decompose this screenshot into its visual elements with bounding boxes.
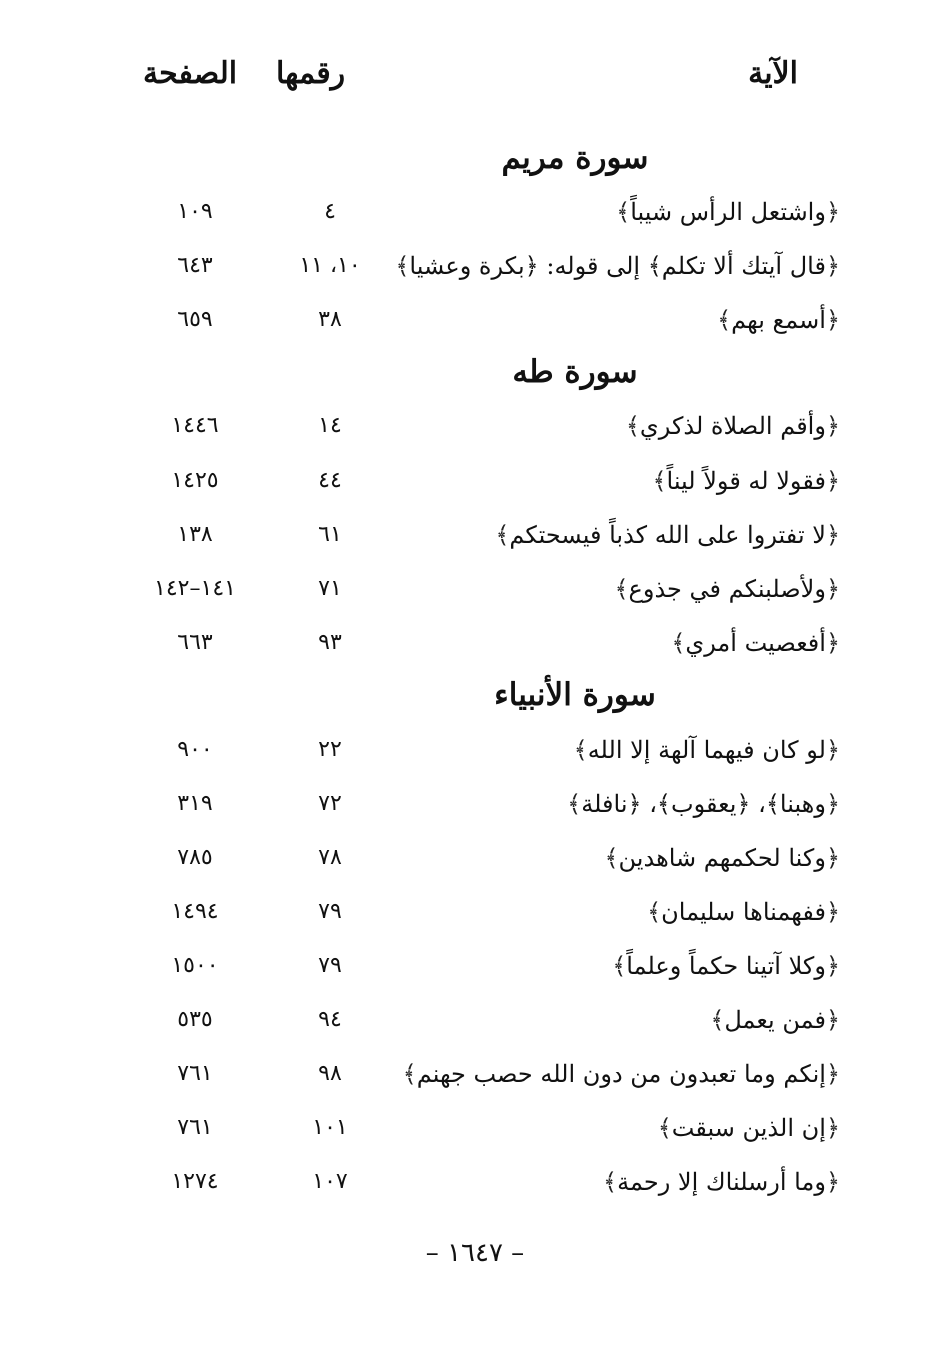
ayah-number: ١٠، ١١ bbox=[299, 253, 361, 278]
page-reference: ١٤٩٤ bbox=[171, 899, 219, 924]
table-row bbox=[0, 1054, 950, 1094]
surah-title-taha: سورة طه bbox=[512, 354, 638, 390]
ayah-text: ﴿قال آيتك ألا تكلم﴾ إلى قوله: ﴿بكرة وعشيا﴾ bbox=[395, 252, 840, 280]
ayah-number: ٩٨ bbox=[318, 1061, 342, 1086]
page-reference: ٧٨٥ bbox=[177, 845, 213, 870]
table-row bbox=[0, 946, 950, 986]
ayah-number: ٧٨ bbox=[318, 845, 342, 870]
ayah-number: ٣٨ bbox=[318, 307, 342, 332]
table-row bbox=[0, 300, 950, 340]
table-row bbox=[0, 730, 950, 770]
ayah-text: ﴿إنكم وما تعبدون من دون الله حصب جهنم﴾ bbox=[402, 1060, 840, 1088]
column-header-page: الصفحة bbox=[143, 56, 238, 91]
page-reference: ١٠٩ bbox=[177, 199, 213, 224]
ayah-text: ﴿أفعصيت أمري﴾ bbox=[671, 629, 840, 657]
ayah-number: ١٠١ bbox=[312, 1115, 348, 1140]
page-number: – ١٦٤٧ – bbox=[425, 1238, 525, 1268]
page-reference: ٦٥٩ bbox=[177, 307, 213, 332]
ayah-text: ﴿وكلا آتينا حكماً وعلماً﴾ bbox=[612, 952, 840, 980]
surah-title-maryam: سورة مريم bbox=[501, 140, 649, 176]
ayah-text: ﴿أسمع بهم﴾ bbox=[717, 306, 840, 334]
table-row bbox=[0, 1000, 950, 1040]
ayah-text: ﴿لو كان فيهما آلهة إلا الله﴾ bbox=[573, 736, 840, 764]
page-reference: ١٤٤٦ bbox=[171, 413, 219, 438]
ayah-text: ﴿واشتعل الرأس شيباً﴾ bbox=[616, 198, 840, 226]
table-row bbox=[0, 515, 950, 555]
ayah-text: ﴿وأقم الصلاة لذكري﴾ bbox=[625, 412, 840, 440]
surah-title-anbiya: سورة الأنبياء bbox=[494, 677, 656, 713]
table-row bbox=[0, 569, 950, 609]
ayah-number: ٤ bbox=[324, 199, 336, 224]
page-reference: ٥٣٥ bbox=[177, 1007, 213, 1032]
ayah-number: ١٤ bbox=[318, 413, 342, 438]
ayah-number: ٧٩ bbox=[318, 899, 342, 924]
ayah-number: ٩٤ bbox=[318, 1007, 342, 1032]
table-row bbox=[0, 1162, 950, 1202]
page-reference: ١٣٨ bbox=[177, 522, 213, 547]
table-row bbox=[0, 623, 950, 663]
page-reference: ١٥٠٠ bbox=[171, 953, 219, 978]
page-reference: ٦٤٣ bbox=[177, 253, 213, 278]
ayah-number: ٩٣ bbox=[318, 630, 342, 655]
ayah-text: ﴿ففهمناها سليمان﴾ bbox=[647, 898, 840, 926]
table-row bbox=[0, 246, 950, 286]
ayah-text: ﴿فمن يعمل﴾ bbox=[710, 1006, 840, 1034]
table-row bbox=[0, 838, 950, 878]
ayah-number: ٧٢ bbox=[318, 791, 342, 816]
ayah-text: ﴿فقولا له قولاً ليناً﴾ bbox=[652, 467, 840, 495]
page-reference: ٦٦٣ bbox=[177, 630, 213, 655]
ayah-number: ٧١ bbox=[318, 576, 342, 601]
page-reference: ٩٠٠ bbox=[177, 737, 213, 762]
column-header-ayah: الآية bbox=[748, 56, 798, 91]
ayah-number: ٦١ bbox=[318, 522, 342, 547]
table-row bbox=[0, 784, 950, 824]
table-row bbox=[0, 1108, 950, 1148]
table-row bbox=[0, 892, 950, 932]
table-row bbox=[0, 406, 950, 446]
ayah-text: ﴿لا تفتروا على الله كذباً فيسحتكم﴾ bbox=[495, 521, 840, 549]
page-reference: ١٢٧٤ bbox=[171, 1169, 219, 1194]
ayah-number: ٢٢ bbox=[318, 737, 342, 762]
table-row bbox=[0, 192, 950, 232]
ayah-number: ٤٤ bbox=[318, 468, 342, 493]
ayah-number: ٧٩ bbox=[318, 953, 342, 978]
ayah-text: ﴿وكنا لحكمهم شاهدين﴾ bbox=[604, 844, 840, 872]
ayah-number: ١٠٧ bbox=[312, 1169, 348, 1194]
ayah-text: ﴿وما أرسلناك إلا رحمة﴾ bbox=[603, 1168, 840, 1196]
ayah-text: ﴿ولأصلبنكم في جذوع﴾ bbox=[614, 575, 840, 603]
page-reference: ٧٦١ bbox=[177, 1061, 213, 1086]
ayah-text: ﴿وهبنا﴾، ﴿يعقوب﴾، ﴿نافلة﴾ bbox=[567, 790, 840, 818]
column-header-number: رقمها bbox=[276, 56, 346, 91]
page-reference: ٧٦١ bbox=[177, 1115, 213, 1140]
ayah-text: ﴿إن الذين سبقت﴾ bbox=[657, 1114, 840, 1142]
table-row bbox=[0, 461, 950, 501]
page-reference: ١٤١–١٤٢ bbox=[154, 576, 236, 601]
page-reference: ١٤٢٥ bbox=[171, 468, 219, 493]
page-reference: ٣١٩ bbox=[177, 791, 213, 816]
